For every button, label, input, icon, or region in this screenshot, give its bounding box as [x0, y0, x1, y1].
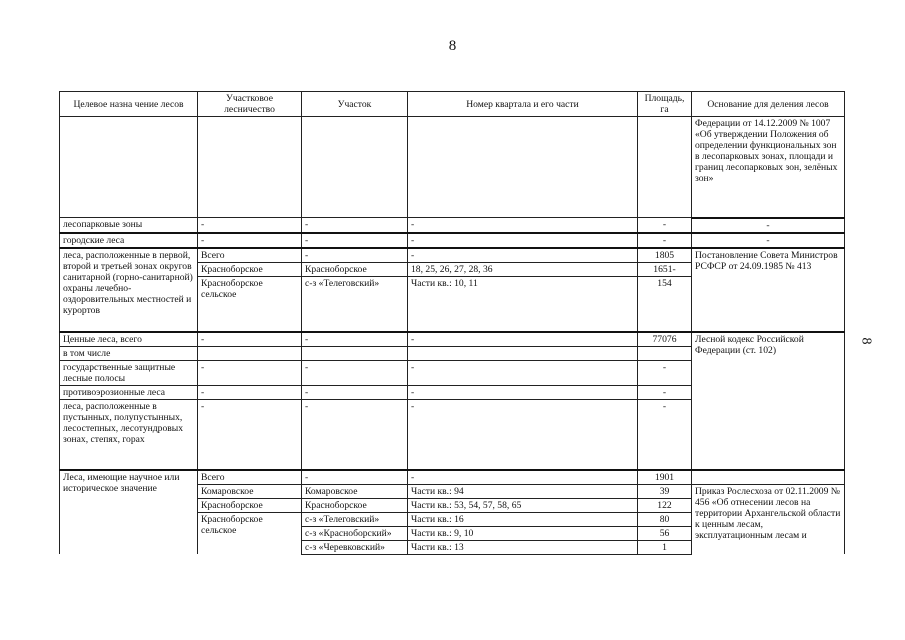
table-header-row — [60, 92, 845, 117]
table-row: Леса, имеющие научное или историческое значение Всего - - 1901 — [60, 470, 845, 485]
table-row: государственные защитные лесные полосы - - - - — [60, 361, 845, 386]
table-row: с-з «Красноборский» Части кв.: 9, 10 56 — [60, 526, 845, 540]
table-row: Красноборское Красноборское 18, 25, 26, 27, 28, 36 1651- — [60, 262, 845, 276]
page-number: 8 — [448, 38, 457, 54]
table-row: леса, расположенные в пустынных, полупустынных, лесостепных, лесотундровых зонах, степях, горах - - - - — [60, 400, 845, 470]
table-row: Красноборское Красноборское Части кв.: 53, 54, 57, 58, 65 122 — [60, 498, 845, 512]
side-page-number: 8 — [858, 337, 874, 345]
table-row — [60, 117, 845, 218]
table-row: леса, расположенные в первой, второй и третьей зонах округов санитарной (горно-санитарной) охраны лечебно-оздоровительных местностей и курортов Всего - - 1805 Постановление Совета Министров РСФСР от 24.09.1985 № 413 — [60, 248, 845, 263]
basis-cell: Федерации от 14.12.2009 № 1007 «Об утверждении Положения об определении функциональных зон в лесопарковых зонах, площади и границ лесопарковых зон, зелёных зон» — [692, 117, 845, 218]
header-quarter: Номер квартала и его части — [408, 92, 638, 117]
header-area: Площадь, га — [638, 92, 692, 117]
header-basis: Основание для деления лесов — [692, 92, 845, 117]
header-site: Участок — [302, 92, 408, 117]
forest-purpose-table — [59, 91, 845, 555]
table-row: в том числе — [60, 347, 845, 361]
header-forestry: Участковое лесничество — [198, 92, 302, 117]
table-row: лесопарковые зоны - - - - - — [60, 218, 845, 233]
header-purpose: Целевое назна чение лесов — [60, 92, 198, 117]
table-row: противоэрозионные леса - - - - — [60, 386, 845, 400]
table-row: Красноборское сельское с-з «Телеговский» Части кв.: 10, 11 154 — [60, 276, 845, 332]
table-row: Комаровское Комаровское Части кв.: 94 39 Приказ Рослесхоза от 02.11.2009 № 456 «Об отнесении лесов на территории Архангельской области к ценным лесам, эксплуатационным лесам и — [60, 484, 845, 498]
table-row: городские леса - - - - - — [60, 233, 845, 248]
table-row: с-з «Черевковский» Части кв.: 13 1 — [60, 540, 845, 554]
table-row: Ценные леса, всего - - - 77076 Лесной кодекс Российской Федерации (ст. 102) — [60, 332, 845, 347]
table-row: Красноборское сельское с-з «Телеговский» Части кв.: 16 80 — [60, 512, 845, 526]
